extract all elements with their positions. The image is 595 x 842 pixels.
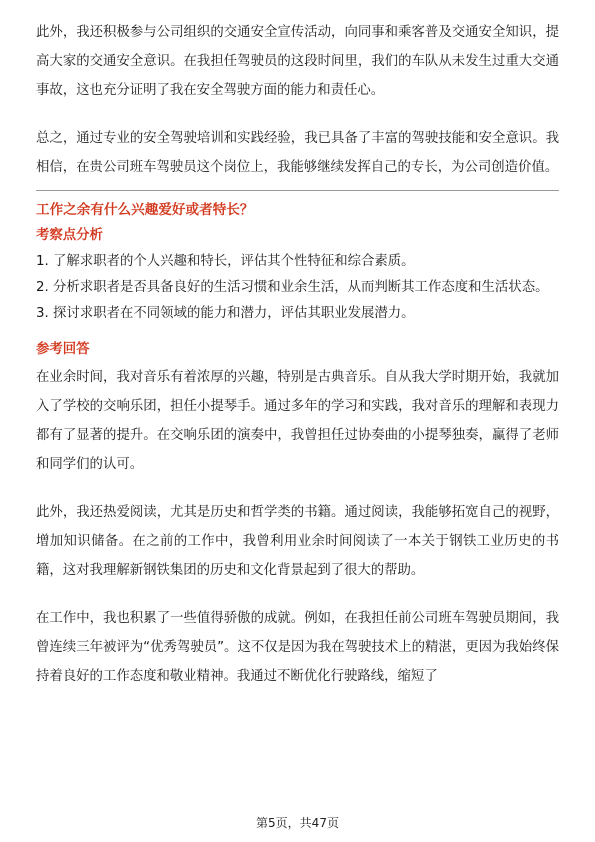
answer-paragraph-music: 在业余时间，我对音乐有着浓厚的兴趣，特别是古典音乐。自从我大学时期开始，我就加入了学校的交响乐团，担任小提琴手。通过多年的学习和实践，我对音乐的理解和表现力都有了显著的提升。在交响乐团的演奏中，我曾担任过协奏曲的小提琴独奏，赢得了老师和同学们的认可。 bbox=[36, 370, 559, 472]
interview-question-title: 工作之余有什么兴趣爱好或者特长？ bbox=[36, 202, 254, 218]
paragraph-gap bbox=[36, 585, 559, 604]
analysis-item-3: 3. 探讨求职者在不同领域的能力和潜力，评估其职业发展潜力。 bbox=[36, 306, 415, 321]
section-divider bbox=[36, 190, 559, 191]
paragraph-gap bbox=[36, 105, 559, 124]
answer-paragraph-achievements: 在工作中，我也积累了一些值得骄傲的成就。例如，在我担任前公司班车驾驶员期间，我曾连续三年被评为“优秀驾驶员”。这不仅是因为我在驾驶技术上的精湛，更因为我始终保持着良好的工作态度和敬业精神。我通过不断优化行驶路线，缩短了 bbox=[36, 611, 559, 684]
answer-paragraph-reading: 此外，我还热爱阅读，尤其是历史和哲学类的书籍。通过阅读，我能够拓宽自己的视野，增加知识储备。在之前的工作中，我曾利用业余时间阅读了一本关于钢铁工业历史的书籍，这对我理解新钢铁集团的历史和文化背景起到了很大的帮助。 bbox=[36, 505, 559, 578]
analysis-heading: 考察点分析 bbox=[36, 228, 103, 243]
body-paragraph-safety-promotion: 此外，我还积极参与公司组织的交通安全宣传活动，向同事和乘客普及交通安全知识，提高大家的交通安全意识。在我担任驾驶员的这段时间里，我们的车队从未发生过重大交通事故，这也充分证明了我在安全驾驶方面的能力和责任心。 bbox=[36, 25, 559, 98]
answer-heading: 参考回答 bbox=[36, 342, 90, 357]
page-number-footer: 第5页，共47页 bbox=[256, 816, 339, 830]
analysis-item-2: 2. 分析求职者是否具备良好的生活习惯和业余生活，从而判断其工作态度和生活状态。 bbox=[36, 280, 549, 295]
paragraph-gap bbox=[36, 479, 559, 498]
document-page bbox=[36, 18, 559, 691]
section-gap bbox=[36, 327, 559, 337]
analysis-item-1: 1. 了解求职者的个人兴趣和特长，评估其个性特征和综合素质。 bbox=[36, 254, 415, 269]
body-paragraph-summary: 总之，通过专业的安全驾驶培训和实践经验，我已具备了丰富的驾驶技能和安全意识。我相信，在贵公司班车驾驶员这个岗位上，我能够继续发挥自己的专长，为公司创造价值。 bbox=[36, 131, 559, 175]
